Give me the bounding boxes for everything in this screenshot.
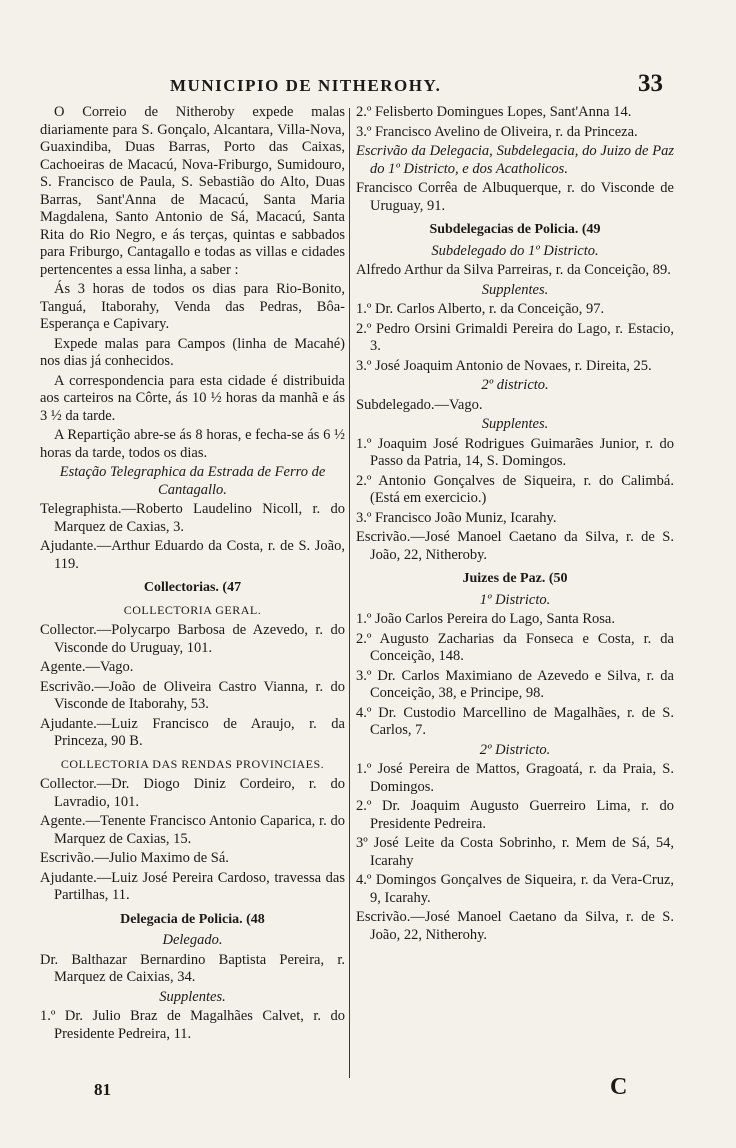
entry: 2.º Pedro Orsini Grimaldi Pereira do Lago, r. Estacio, 3. <box>356 320 674 354</box>
entry: Ajudante.—Arthur Eduardo da Costa, r. de S. João, 119. <box>40 538 345 572</box>
distrito2-title: 2º districto. <box>481 377 549 393</box>
juizes-title: Juizes de Paz. (50 <box>462 571 568 586</box>
entry: Francisco Corrêa de Albuquerque, r. do Visconde de Uruguay, 91. <box>356 180 674 214</box>
entry: Subdelegado.—Vago. <box>356 396 483 413</box>
collectorias-title: Collectorias. (47 <box>143 580 242 595</box>
entry: Collector.—Dr. Diogo Diniz Cordeiro, r. do Lavradio, 101. <box>40 776 345 810</box>
entry: 2.º Dr. Joaquim Augusto Guerreiro Lima, r. do Presidente Pedreira. <box>356 798 674 832</box>
supplentes1-title: Supplentes. <box>481 281 549 298</box>
entry: 1.º José Pereira de Mattos, Gragoatá, r. da Praia, S. Domingos. <box>356 761 674 795</box>
entry: Dr. Balthazar Bernardino Baptista Pereira, r. Marquez de Caixias, 34. <box>40 951 345 985</box>
correio-paragraph: A Repartição abre-se ás 8 horas, e fecha-se ás 6 ½ horas da tarde, todos os dias. <box>40 427 345 461</box>
entry: 3.º Francisco Avelino de Oliveira, r. da Princeza. <box>356 123 638 140</box>
entry: 2.º Antonio Gonçalves de Siqueira, r. do Calimbá. (Está em exercicio.) <box>356 472 674 506</box>
entry: 3º José Leite da Costa Sobrinho, r. Mem de Sá, 54, Icarahy <box>356 835 674 869</box>
supplentes2-title: Supplentes. <box>481 416 549 432</box>
escrivao-delegacia-title: Escrivão da Delegacia, Subdelegacia, do Juizo de Paz do 1º Districto, e dos Acatholicos. <box>356 143 674 177</box>
collectoria-rendas-title: COLLECTORIA DAS RENDAS PROVINCIAES. <box>60 756 325 771</box>
entry: Ajudante.—Luiz José Pereira Cardoso, travessa das Partilhas, 11. <box>40 869 345 903</box>
subdelegacias-title: Subdelegacias de Policia. (49 <box>429 222 601 237</box>
distrito1-title: 1º Districto. <box>479 591 551 608</box>
left-column <box>40 104 345 1064</box>
supplentes-title: Supplentes. <box>159 988 226 1005</box>
entry: Agente.—Vago. <box>40 659 134 675</box>
entry: 1.º João Carlos Pereira do Lago, Santa Rosa. <box>356 611 615 627</box>
signature-right: C <box>610 1074 628 1100</box>
entry: 2.º Augusto Zacharias da Fonseca e Costa, r. da Conceição, 148. <box>356 630 674 664</box>
correio-paragraph: O Correio de Nitheroby expede malas diariamente para S. Gonçalo, Alcantara, Villa-Nova, Guaxindiba, Duas Barras, Porto das Caixas, Cachoeiras de Macacú, Nova-Friburgo, Sumidouro, S. Francisco de Paula, S. Sebastião do Alto, Duas Barras, Sant'Anna de Macacú, Santa Maria Magdalena, Santo Antonio de Sá, Macacú, Santa Rita do Rio Negro, e ás terças, quintas e sabbados para Friburgo, Cantagallo e todas as villas e cidades pertencentes a essa linha, a saber : <box>40 104 345 278</box>
entry: 4.º Dr. Custodio Marcellino de Magalhães, r. de S. Carlos, 7. <box>356 704 674 738</box>
entry: Alfredo Arthur da Silva Parreiras, r. da Conceição, 89. <box>356 262 671 278</box>
page-number: 33 <box>638 70 663 97</box>
distrito2b-title: 2º Districto. <box>479 741 551 758</box>
correio-paragraph: Expede malas para Campos (linha de Macahé) nos dias já conhecidos. <box>40 335 345 369</box>
entry: 3.º Francisco João Muniz, Icarahy. <box>356 509 557 526</box>
entry: 3.º José Joaquim Antonio de Novaes, r. Direita, 25. <box>356 357 652 374</box>
entry: Escrivão.—José Manoel Caetano da Silva, r. de S. João, 22, Nitheroby. <box>356 529 674 563</box>
collectoria-geral-title: COLLECTORIA GERAL. <box>123 602 262 617</box>
entry: Telegraphista.—Roberto Laudelino Nicoll, r. do Marquez de Caxias, 3. <box>40 501 345 535</box>
entry: Ajudante.—Luiz Francisco de Araujo, r. da Princeza, 90 B. <box>40 715 345 749</box>
entry: 1.º Dr. Julio Braz de Magalhães Calvet, r. do Presidente Pedreira, 11. <box>40 1008 345 1042</box>
entry: Escrivão.—João de Oliveira Castro Vianna, r. do Visconde de Itaborahy, 53. <box>40 678 345 712</box>
entry: 2.º Felisberto Domingues Lopes, Sant'Anna 14. <box>356 104 632 120</box>
entry: 4.º Domingos Gonçalves de Siqueira, r. da Vera-Cruz, 9, Icarahy. <box>356 872 674 906</box>
subdelegado1-title: Subdelegado do 1º Districto. <box>431 242 599 259</box>
entry: Escrivão.—Julio Maximo de Sá. <box>40 850 229 866</box>
entry: Collector.—Polycarpo Barbosa de Azevedo, r. do Visconde do Uruguay, 101. <box>40 622 345 656</box>
entry: 3.º Dr. Carlos Maximiano de Azevedo e Silva, r. da Conceição, 38, e Principe, 98. <box>356 667 674 701</box>
entry: 1.º Joaquim José Rodrigues Guimarães Junior, r. do Passo da Patria, 14, S. Domingos. <box>356 435 674 469</box>
page-header <box>40 70 663 106</box>
entry: Escrivão.—José Manoel Caetano da Silva, r. de S. João, 22, Nitherohy. <box>356 909 674 943</box>
column-divider <box>349 108 350 1078</box>
correio-paragraph: A correspondencia para esta cidade é distribuida aos carteiros na Côrte, ás 10 ½ horas da manhã e ás 3 ½ da tarde. <box>40 372 345 424</box>
entry: Agente.—Tenente Francisco Antonio Caparica, r. do Marquez de Caxias, 15. <box>40 813 345 847</box>
signature-left: 81 <box>94 1080 111 1099</box>
delegado-title: Delegado. <box>162 932 223 948</box>
right-column <box>356 104 674 1064</box>
entry: 1.º Dr. Carlos Alberto, r. da Conceição, 97. <box>356 301 605 317</box>
correio-paragraph: Ás 3 horas de todos os dias para Rio-Bonito, Tanguá, Itaborahy, Venda das Pedras, Bôa-Esperança e Capivary. <box>40 281 345 332</box>
estacao-title: Estação Telegraphica da Estrada de Ferro de Cantagallo. <box>59 464 326 498</box>
running-title: MUNICIPIO DE NITHEROHY. <box>170 76 442 95</box>
delegacia-title: Delegacia de Policia. (48 <box>120 911 265 927</box>
